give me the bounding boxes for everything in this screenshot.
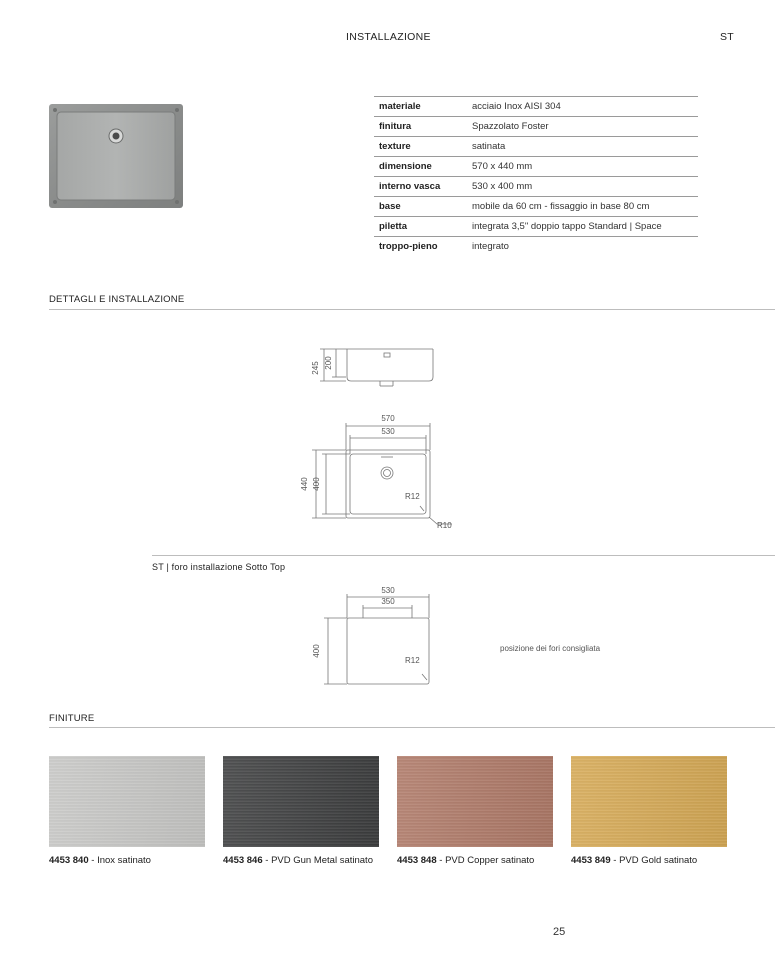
- cutout-divider: [152, 555, 775, 556]
- model-code: ST: [720, 31, 735, 43]
- top-height-inner: 400: [312, 477, 321, 491]
- finish-name: - Inox satinato: [88, 855, 151, 866]
- side-height-inner: 200: [324, 356, 333, 370]
- finish-swatch-copper: [397, 756, 553, 847]
- spec-value: Spazzolato Foster: [467, 117, 698, 137]
- spec-value: integrato: [472, 241, 509, 252]
- spec-row: [374, 97, 698, 117]
- spec-row: [374, 177, 698, 197]
- spec-row: [374, 237, 698, 257]
- top-view-drawing: [296, 410, 466, 535]
- top-width-outer: 570: [381, 414, 395, 423]
- spec-row: [374, 157, 698, 177]
- sink-photo: [49, 104, 183, 208]
- top-height-outer: 440: [300, 477, 309, 491]
- spec-row: [374, 197, 698, 217]
- finish-label: [223, 855, 373, 866]
- spec-value: satinata: [467, 137, 698, 157]
- cutout-holes-distance: 350: [381, 597, 395, 606]
- finish-code: 4453 846: [223, 855, 263, 866]
- finish-swatch-gold: [571, 756, 727, 847]
- finish-code: 4453 848: [397, 855, 437, 866]
- spec-value: acciaio Inox AISI 304: [467, 97, 698, 117]
- finishes-divider: [49, 727, 775, 728]
- spec-value: 570 x 440 mm: [467, 157, 698, 177]
- top-radius-inner: R12: [405, 492, 420, 501]
- page-title: INSTALLAZIONE: [346, 31, 431, 43]
- cutout-section-title: ST | foro installazione Sotto Top: [152, 562, 286, 572]
- finish-label: [571, 855, 697, 866]
- cutout-radius: R12: [405, 656, 420, 665]
- page-number: 25: [553, 926, 566, 938]
- finishes-section-title: FINITURE: [49, 713, 95, 724]
- spec-value: 530 x 400 mm: [467, 177, 698, 197]
- spec-row: [374, 137, 698, 157]
- cutout-width: 530: [381, 586, 395, 595]
- finish-code: 4453 840: [49, 855, 89, 866]
- finish-label: [49, 855, 151, 866]
- finish-name: - PVD Gun Metal satinato: [262, 855, 373, 866]
- side-height-outer: 245: [311, 361, 320, 375]
- cutout-height: 400: [312, 644, 321, 658]
- spec-row: [374, 217, 698, 237]
- cutout-drawing: [300, 583, 470, 693]
- spec-table: [374, 96, 698, 256]
- finish-code: 4453 849: [571, 855, 611, 866]
- spec-key: dimensione: [374, 157, 467, 177]
- side-view-drawing: [300, 340, 450, 390]
- finish-name: - PVD Gold satinato: [610, 855, 698, 866]
- finish-swatch-gun-metal: [223, 756, 379, 847]
- finish-swatch-inox: [49, 756, 205, 847]
- top-width-inner: 530: [381, 427, 395, 436]
- spec-value: mobile da 60 cm - fissaggio in base 80 cm: [467, 197, 698, 217]
- details-section-title: DETTAGLI E INSTALLAZIONE: [49, 294, 185, 305]
- spec-key: piletta: [374, 217, 467, 237]
- spec-key: finitura: [374, 117, 467, 137]
- finish-label: [397, 855, 534, 866]
- spec-row: [374, 117, 698, 137]
- spec-key: materiale: [374, 97, 467, 117]
- spec-key: texture: [374, 137, 467, 157]
- top-radius-outer: R10: [437, 521, 452, 530]
- spec-key: interno vasca: [374, 177, 467, 197]
- finish-name: - PVD Copper satinato: [436, 855, 535, 866]
- section-divider: [49, 309, 775, 310]
- spec-key: troppo-pieno: [379, 241, 438, 252]
- spec-value: integrata 3,5" doppio tappo Standard | Space: [467, 217, 698, 237]
- holes-position-note: posizione dei fori consigliata: [500, 644, 601, 653]
- spec-key: base: [374, 197, 467, 217]
